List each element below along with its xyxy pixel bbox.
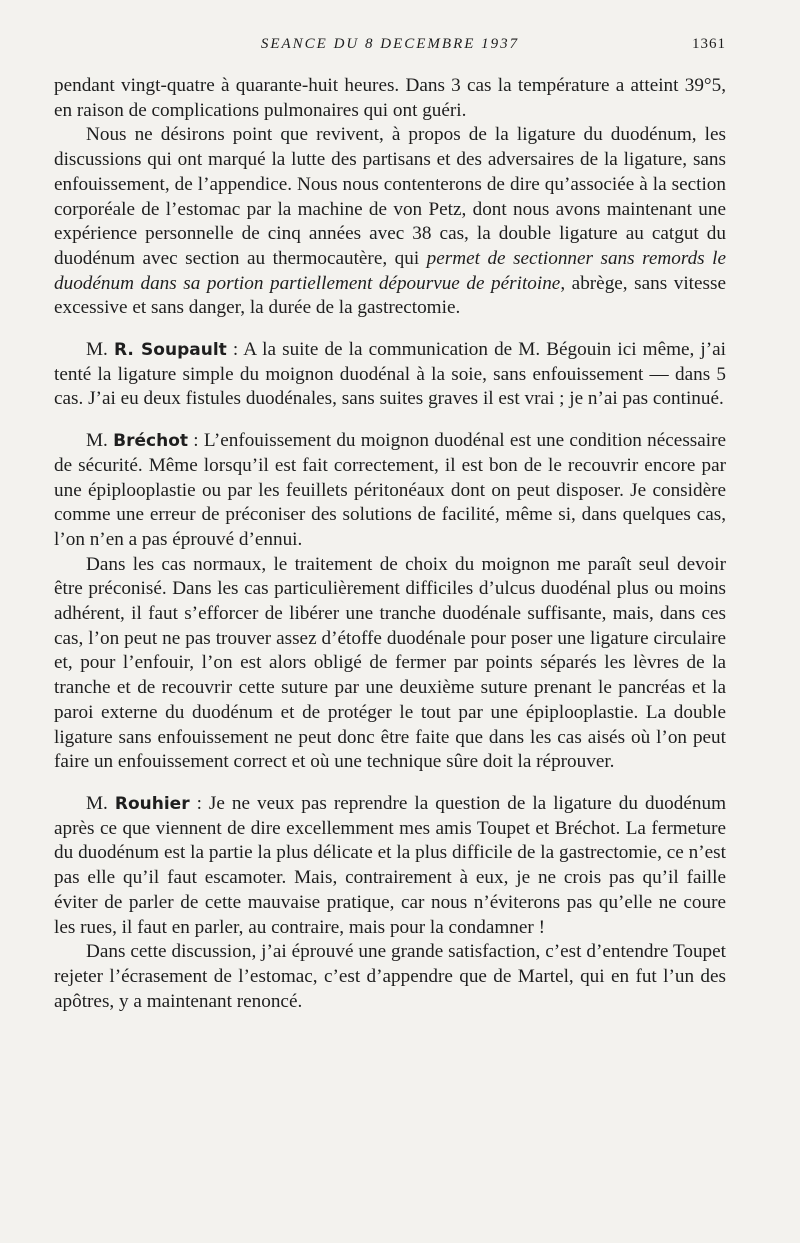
page-header [54,30,726,60]
speaker-prefix: M. [86,339,114,361]
speaker-prefix: M. [86,792,115,814]
running-title: SEANCE DU 8 DECEMBRE 1937 [260,36,520,52]
text-run: : Je ne veux pas reprendre la question de la ligature du duodénum après ce que viennent de dire excellemment mes amis Toupet et Bréchot. La fermeture du duodénum est la partie la plus délicate et la plus difficile de la gastrectomie, ce n’est pas elle qu’il faut escamoter. Mais, contrairement à eux, je ne crois pas qu’il faille éviter de parler de cette mauvaise pratique, car nous n’éviterons pas qu’elle ne coure les rues, il faut en parler, au contraire, mais pour la condamner ! [54,792,726,938]
paragraph [54,123,726,321]
body-text [54,74,726,1014]
speaker-name: Bréchot [113,431,188,452]
paragraph: pendant vingt-quatre à quarante-huit heures. Dans 3 cas la température a atteint 39°5, en raison de complications pulmonaires qui ont guéri. [54,75,726,121]
speaker-prefix: M. [86,430,114,452]
text-run: , abrège, sans vitesse excessive et sans danger, la durée de la gastrectomie. [54,272,726,319]
speaker-name: R. Soupault [113,340,227,361]
paragraph: Dans cette discussion, j’ai éprouvé une grande satisfaction, c’est d’entendre Toupet rejeter l’écrasement de l’estomac, c’est d’appendre que de Martel, qui en fut l’un des apôtres, y a maintenant renoncé. [54,941,726,1012]
paragraph-rouhier [54,792,726,940]
page-number: 1361 [692,36,726,52]
text-run: Nous ne désirons point que revivent, à propos de la ligature du duodénum, les discussions qui ont marqué la lutte des partisans et des adversaires de la ligature, sans enfouissement, de l’appendice. Nous nous contenterons de dire qu’associée à la section corporéale de l’estomac par la machine de von Petz, dont nous avons maintenant une expérience personnelle de cinq années avec 38 cas, la double ligature au catgut du duodénum avec section au thermocautère, qui [54,124,726,269]
paragraph-soupault [54,338,726,412]
italic-run: permet de sectionner sans remords le duodénum dans sa portion partiellement dépourvue de péritoine [54,247,727,294]
paragraph-brechot [54,429,726,553]
paragraph: Dans les cas normaux, le traitement de choix du moignon me paraît seul devoir être préconisé. Dans les cas particulièrement difficiles d’ulcus duodénal plus ou moins adhérent, il faut s’efforcer de libérer une tranche duodénale suffisante, mais, dans ces cas, l’on peut ne pas trouver assez d’étoffe duodénale pour poser une ligature circulaire et, pour l’enfouir, l’on est alors obligé de fermer par points séparés les lèvres de la tranche et de recouvrir cette suture par une deuxième suture prenant le pancréas et la paroi externe du duodénum et de protéger le tout par une épiplooplastie. La double ligature sans enfouissement ne peut donc être faite que dans les cas aisés où l’on peut faire un enfouissement correct et où une technique sûre doit la réprouver. [54,553,726,773]
text-run: : L’enfouissement du moignon duodénal est une condition nécessaire de sécurité. Même lorsqu’il est fait correctement, il est bon de le recouvrir encore par une épiplooplastie ou par les feuillets péritonéaux dont on peut disposer. Je considère comme une erreur de préconiser des solutions de facilité, même si, dans quelques cas, l’on n’en a pas éprouvé d’ennui. [54,430,727,550]
speaker-name: Rouhier [114,793,190,814]
text-run: : A la suite de la communication de M. Bégouin ici même, j’ai tenté la ligature simple du moignon duodénal à la soie, sans enfouissement — dans 5 cas. J’ai eu deux fistules duodénales, sans suites graves il est vrai ; je n’ai pas continué. [54,339,726,410]
